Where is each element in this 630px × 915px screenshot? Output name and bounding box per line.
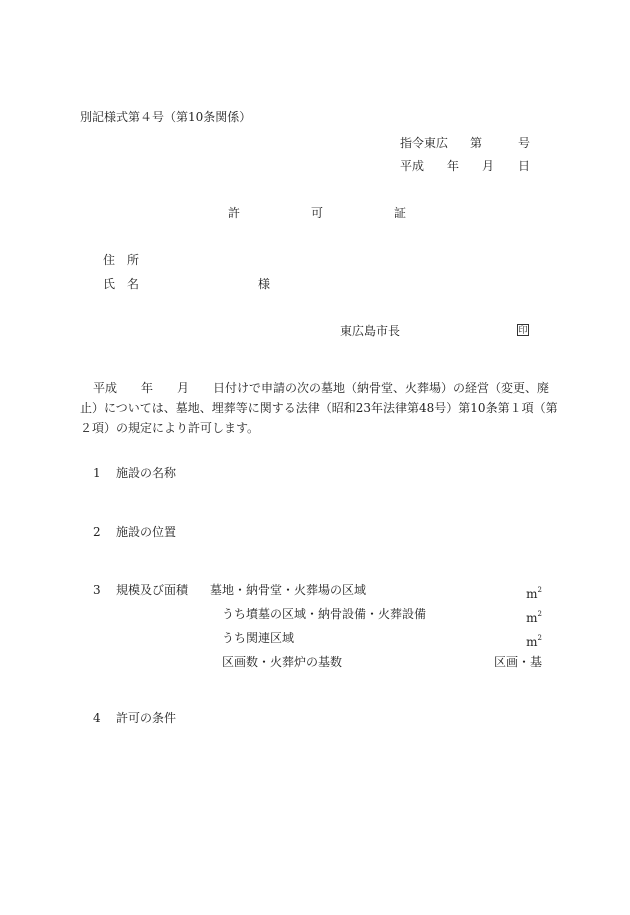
form-label: 別記様式第４号（第10条関係） (80, 110, 252, 124)
title-char-2: 可 (311, 206, 324, 220)
scale-row-unit: $m^2$ (526, 610, 542, 625)
date-month: 月 (482, 159, 495, 173)
date-year: 年 (447, 159, 460, 173)
honorific: 様 (258, 277, 271, 291)
item-1-label: 施設の名称 (116, 466, 177, 480)
item-3-label: 規模及び面積 (116, 583, 189, 597)
scale-row-label: うち関連区域 (222, 631, 295, 645)
item-2-label: 施設の位置 (116, 525, 177, 539)
scale-row-label: 墓地・納骨堂・火葬場の区域 (210, 583, 367, 597)
scale-row-unit: $m^2$ (526, 634, 542, 649)
seal-mark: 印 (518, 326, 528, 336)
ref-go: 号 (518, 136, 531, 150)
body-line-3: ２項）の規定により許可します。 (80, 421, 260, 435)
title-char-3: 証 (394, 206, 407, 220)
scale-row-label: 区画数・火葬炉の基数 (222, 655, 343, 669)
item-3-num: 3 (93, 583, 101, 597)
scale-row-unit: $m^2$ (526, 586, 542, 601)
ref-dai: 第 (470, 136, 483, 150)
scale-row-label: うち墳墓の区域・納骨設備・火葬設備 (222, 607, 427, 621)
item-4-num: 4 (93, 711, 101, 725)
issuer-name: 東広島市長 (340, 324, 401, 338)
name-label: 氏 名 (103, 277, 140, 291)
title-char-1: 許 (228, 206, 241, 220)
item-1-num: 1 (93, 466, 101, 480)
date-era: 平成 (400, 159, 425, 173)
item-4-label: 許可の条件 (116, 711, 177, 725)
date-day: 日 (518, 159, 531, 173)
ref-prefix: 指令東広 (400, 136, 449, 150)
address-label: 住 所 (103, 253, 140, 267)
item-2-num: 2 (93, 525, 101, 539)
body-line-2: 止）については、墓地、埋葬等に関する法律（昭和23年法律第48号）第10条第１項（第 (80, 401, 558, 415)
scale-row-unit: 区画・基 (493, 655, 542, 669)
body-line-1: 平成 年 月 日付けで申請の次の墓地（納骨堂、火葬場）の経営（変更、廃 (93, 381, 550, 395)
